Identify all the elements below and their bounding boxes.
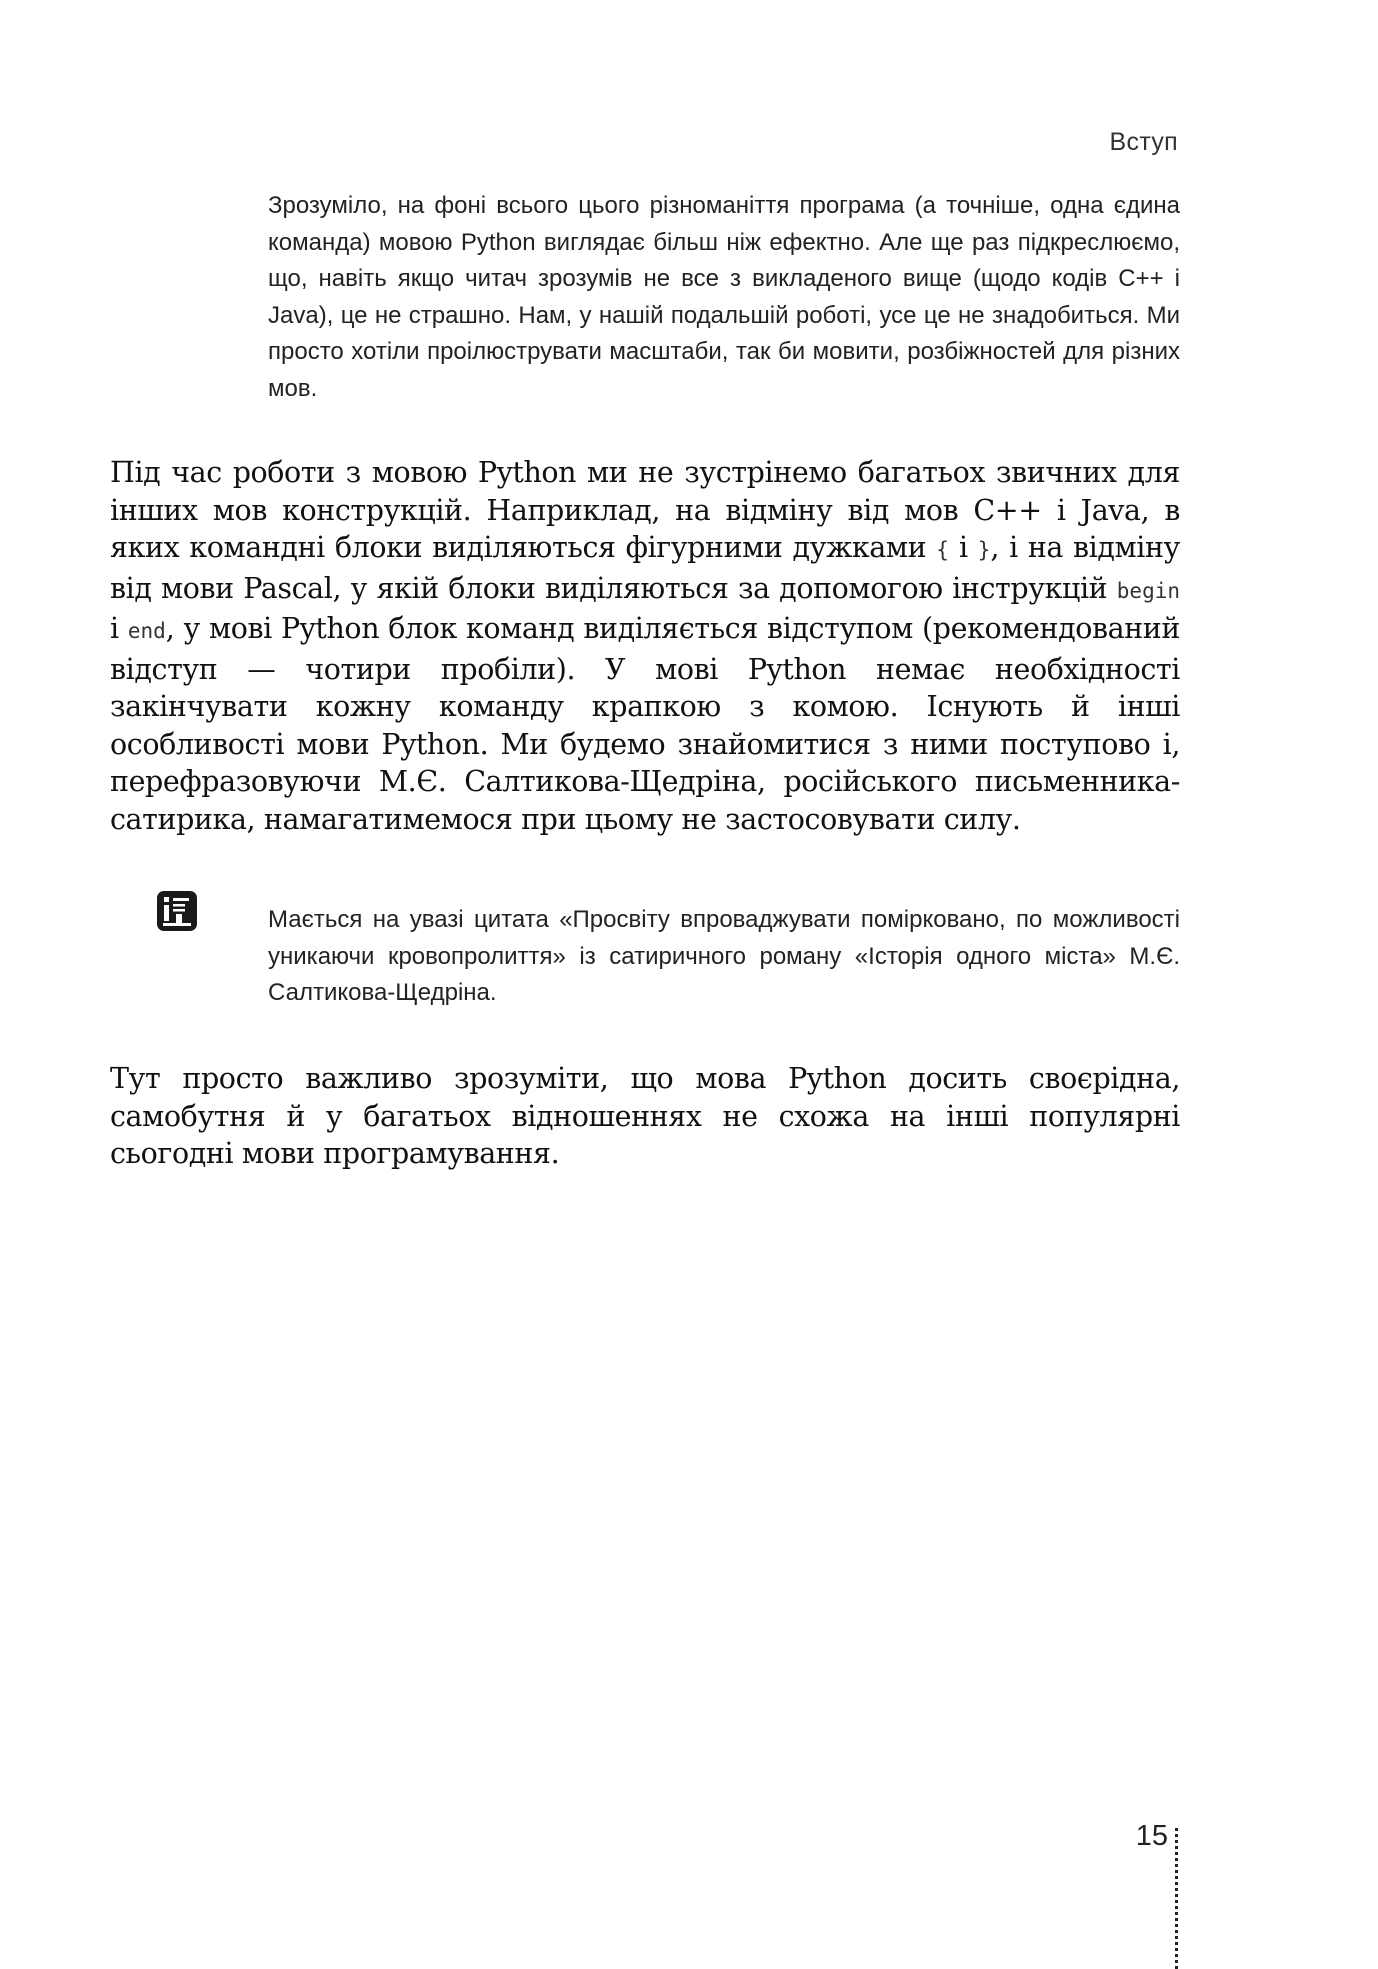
paragraph-text: і	[948, 531, 978, 564]
running-header-section-title: Вступ	[1109, 128, 1178, 156]
paragraph-text: , у мові Python блок команд виділяється відступом (рекомендований відступ — чотири пробіли). У мові Python немає необхідності закінчувати кожну команду крапкою з комою. Існують й інші особливості мови Python. Ми будемо знайомитися з ними поступово і, перефразовуючи М.Є. Салтикова-Щедріна, російського письменника-сатирика, намагатимемося при цьому не застосовувати силу.	[110, 612, 1180, 836]
page-number: 15	[1135, 1820, 1168, 1852]
side-note-language-comparison: Зрозуміло, на фоні всього цього різноманіття програма (а точніше, одна єдина команда) мовою Python виглядає більш ніж ефектно. Але ще раз підкреслюємо, що, навіть якщо читач зрозумів не все з викладеного вище (щодо кодів C++ і Java), це не страшно. Нам, у нашій подальшій роботі, усе це не знадобиться. Ми просто хотіли проілюструвати масштаби, так би мовити, розбіжностей для різних мов.	[268, 192, 1180, 402]
code-end-keyword: end	[127, 619, 166, 643]
code-begin-keyword: begin	[1116, 578, 1180, 603]
body-paragraph-python-uniqueness: Тут просто важливо зрозуміти, що мова Python досить своєрідна, самобутня й у багатьох відношеннях не схожа на інші популярні сьогодні мови програмування.	[110, 1062, 1180, 1170]
paragraph-text: , і на відміну від мови Pascal, у якій блоки виділяються за допомогою інструкцій	[110, 531, 1180, 605]
paragraph-text: і	[110, 612, 128, 645]
body-paragraph-python-syntax	[110, 454, 1180, 838]
page-edge-dotted-rule	[1175, 1828, 1178, 1969]
paragraph-text: Під час роботи з мовою Python ми не зустрінемо багатьох звичних для інших мов конструкцій. Наприклад, на відміну від мов C++ і Java, в яких командні блоки виділяються фігурними дужками	[110, 456, 1180, 564]
code-close-brace: }	[977, 538, 991, 562]
code-open-brace: {	[936, 538, 949, 562]
info-note-icon	[156, 890, 198, 932]
side-note-quote-reference: Мається на увазі цитата «Просвіту впроваджувати помірковано, по можливості уникаючи кровопролиття» із сатиричного роману «Історія одного міста» М.Є. Салтикова-Щедріна.	[268, 906, 1180, 1006]
